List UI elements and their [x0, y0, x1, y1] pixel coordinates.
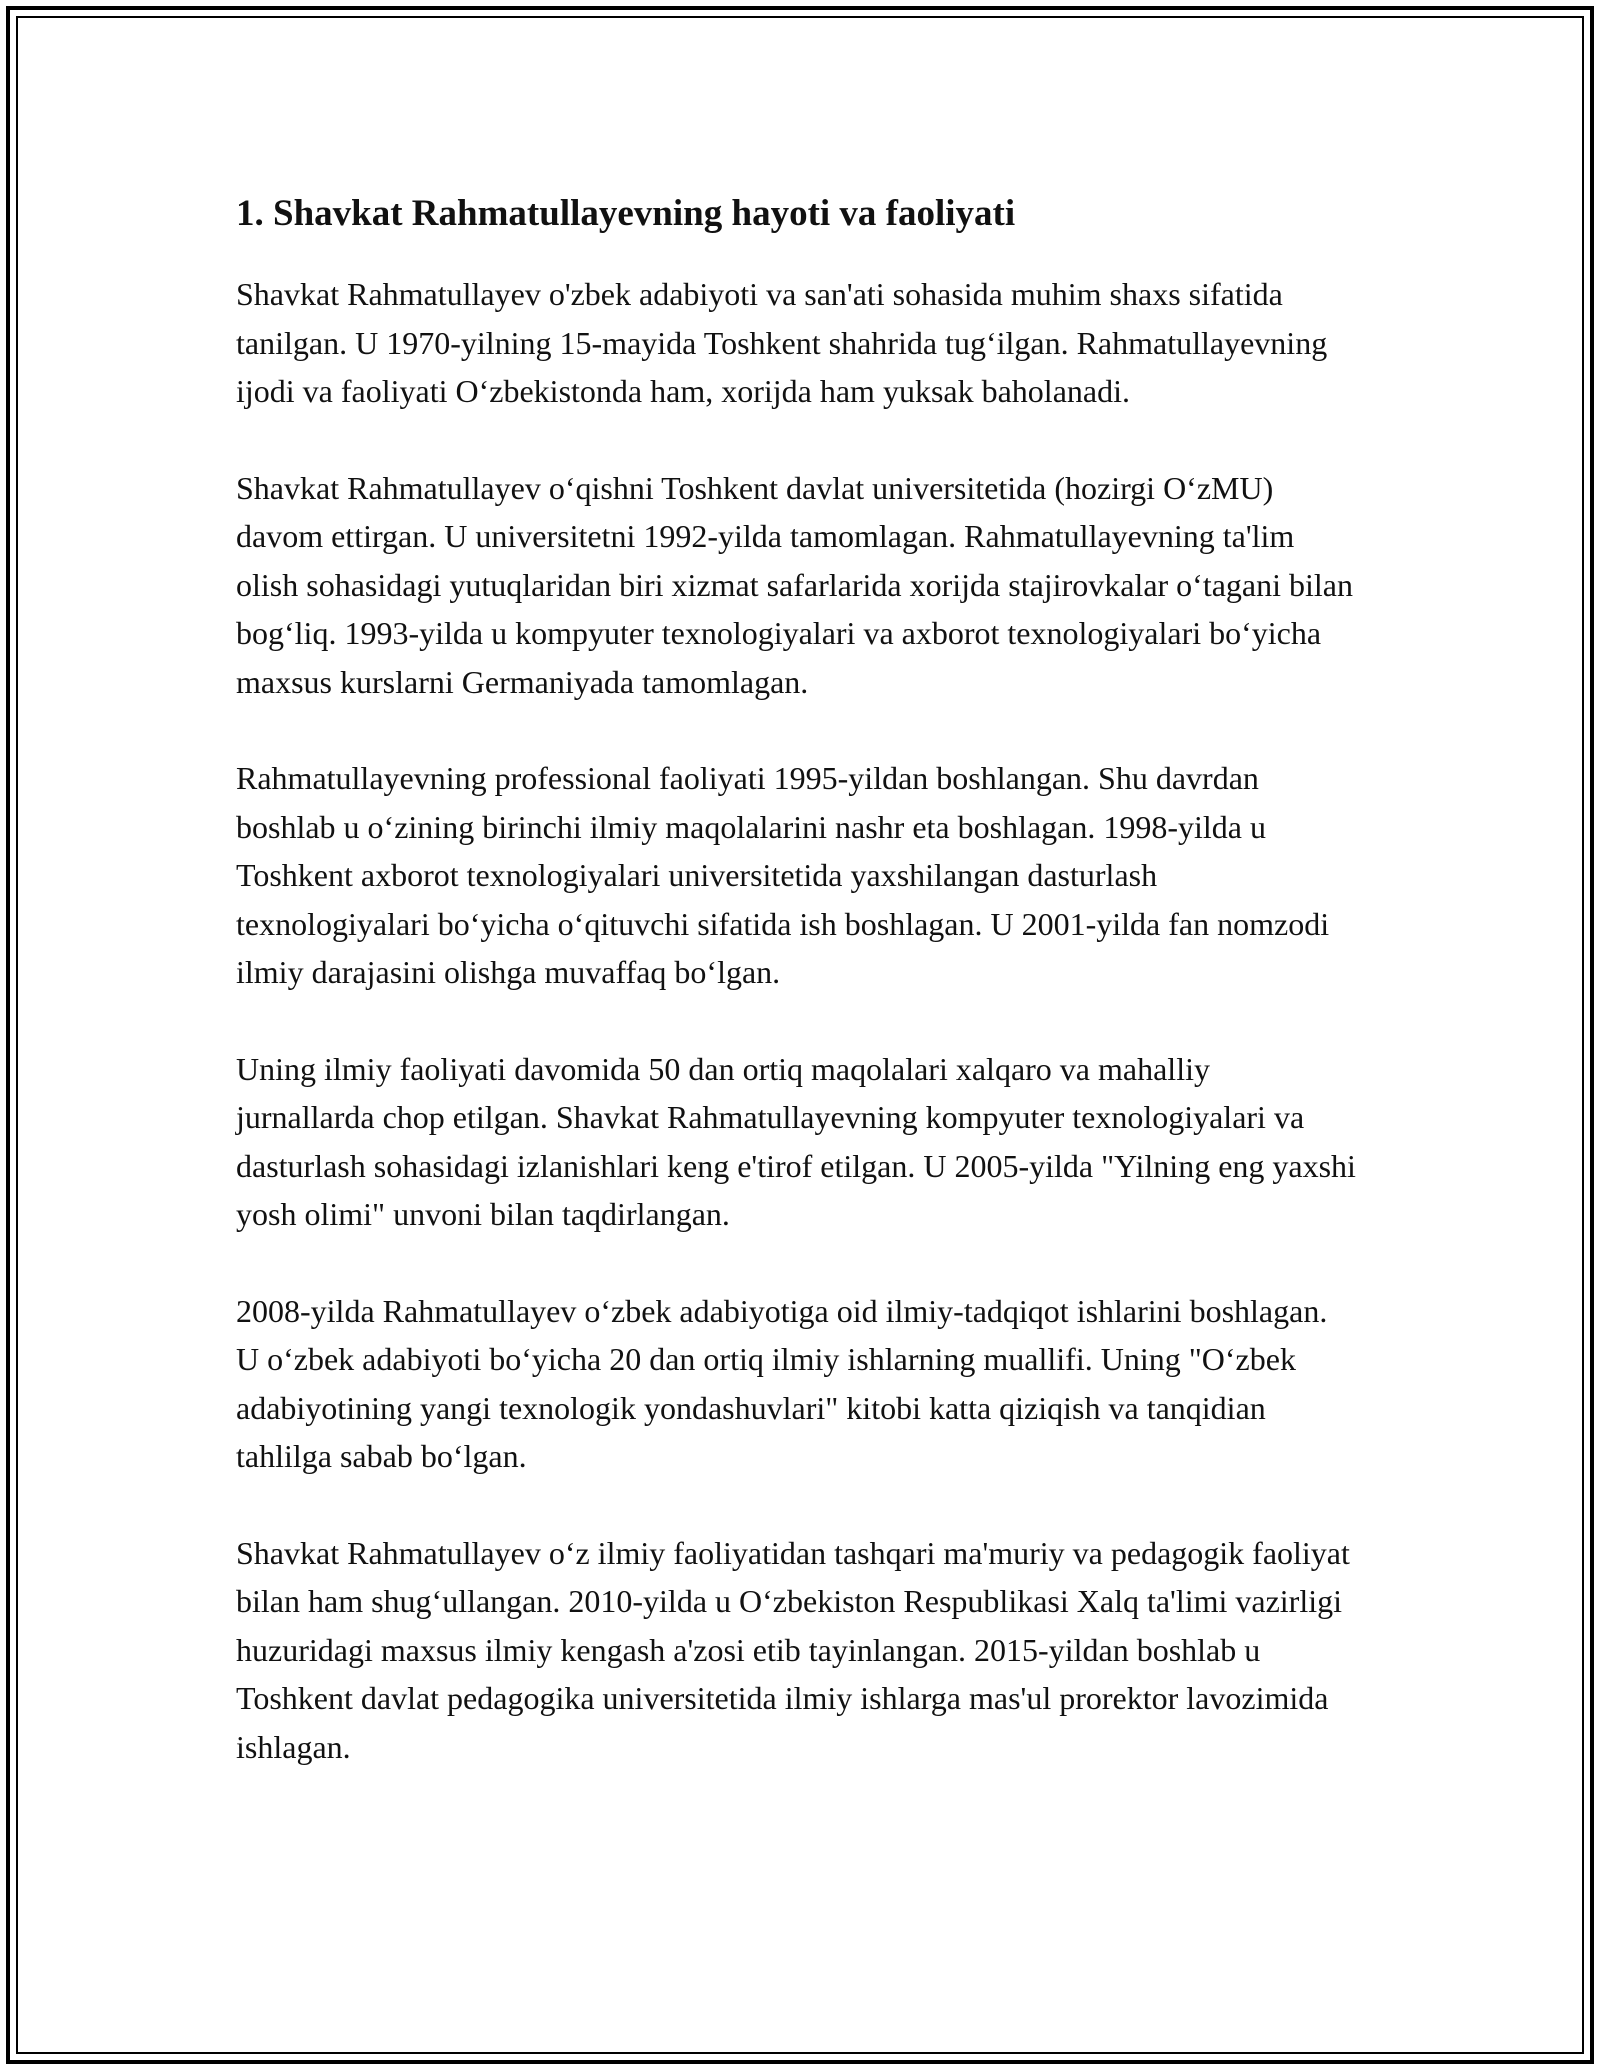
paragraph-4: Uning ilmiy faoliyati davomida 50 dan ortiq maqolalari xalqaro va mahalliy jurnallarda chop etilgan. Shavkat Rahmatullayevning kompyuter texnologiyalari va dasturlash sohasidagi izlanishlari keng e'tirof etilgan. U 2005-yilda "Yilning eng yaxshi yosh olimi" unvoni bilan taqdirlangan. — [236, 1050, 1356, 1232]
paragraph-3: Rahmatullayevning professional faoliyati 1995-yildan boshlangan. Shu davrdan boshlab u o‘zining birinchi ilmiy maqolalarini nashr eta boshlagan. 1998-yilda u Toshkent axborot texnologiyalari universitetida yaxshilangan dasturlash texnologiyalari bo‘yicha o‘qituvchi sifatida ish boshlagan. U 2001-yilda fan nomzodi ilmiy darajasini olishga muvaffaq bo‘lgan. — [236, 760, 1330, 990]
paragraph-6: Shavkat Rahmatullayev o‘z ilmiy faoliyatidan tashqari ma'muriy va pedagogik faoliyat bilan ham shug‘ullangan. 2010-yilda u O‘zbekiston Respublikasi Xalq ta'limi vazirligi huzuridagi maxsus ilmiy kengash a'zosi etib tayinlangan. 2015-yildan boshlab u Toshkent davlat pedagogika universitetida ilmiy ishlarga mas'ul prorektor lavozimida ishlagan. — [236, 1534, 1350, 1765]
paragraph-1: Shavkat Rahmatullayev o'zbek adabiyoti va san'ati sohasida muhim shaxs sifatida tanilgan. U 1970-yilning 15-mayida Toshkent shahrida tug‘ilgan. Rahmatullayevning ijodi va faoliyati O‘zbekistonda ham, xorijda ham yuksak baholanadi. — [236, 276, 1328, 409]
paragraph-2: Shavkat Rahmatullayev o‘qishni Toshkent davlat universitetida (hozirgi O‘zMU) davom ettirgan. U universitetni 1992-yilda tamomlagan. Rahmatullayevning ta'lim olish sohasidagi yutuqlaridan biri xizmat safarlarida xorijda stajirovkalar o‘tagani bilan bog‘liq. 1993-yilda u kompyuter texnologiyalari va axborot texnologiyalari bo‘yicha maxsus kurslarni Germaniyada tamomlagan. — [236, 469, 1353, 700]
document-body — [236, 188, 1356, 1819]
section-heading: 1. Shavkat Rahmatullayevning hayoti va faoliyati — [236, 193, 1016, 234]
paragraph-5: 2008-yilda Rahmatullayev o‘zbek adabiyotiga oid ilmiy-tadqiqot ishlarini boshlagan. U o‘zbek adabiyoti bo‘yicha 20 dan ortiq ilmiy ishlarning muallifi. Uning "O‘zbek adabiyotining yangi texnologik yondashuvlari" kitobi katta qiziqish va tanqidian tahlilga sabab bo‘lgan. — [236, 1292, 1328, 1474]
